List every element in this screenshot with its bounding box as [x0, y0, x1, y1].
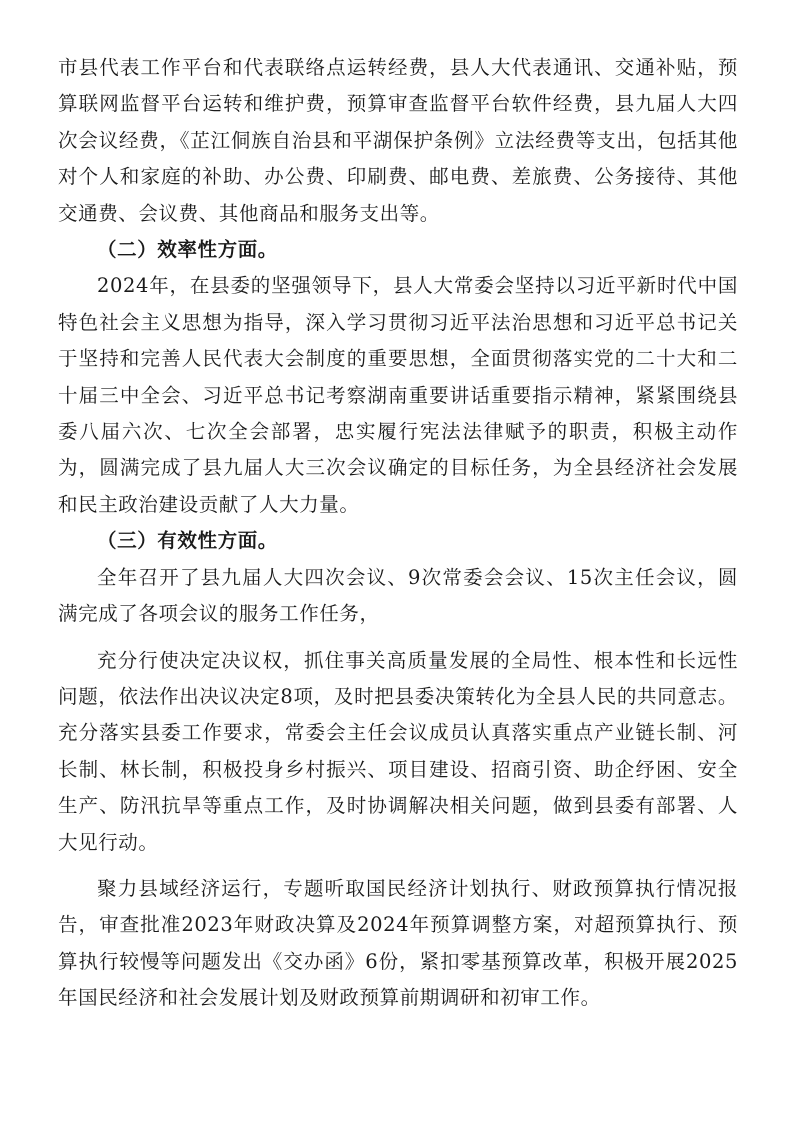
- paragraph-economy: 聚力县域经济运行，专题听取国民经济计划执行、财政预算执行情况报告，审查批准2023年财政决算及2024年预算调整方案，对超预算执行、预算执行较慢等问题发出《交办函》6份，紧扣零基预算改革，积极开展2025年国民经济和社会发展计划及财政预算前期调研和初审工作。: [58, 876, 738, 1010]
- heading-effectiveness: （三）有效性方面。: [97, 529, 278, 553]
- paragraph-decisions: 充分行使决定决议权，抓住事关高质量发展的全局性、根本性和长远性问题，依法作出决议决定8项，及时把县委决策转化为全县人民的共同意志。充分落实县委工作要求，常委会主任会议成员认真落实重点产业链长制、河长制、林长制，积极投身乡村振兴、项目建设、招商引资、助企纾困、安全生产、防汛抗旱等重点工作，及时协调解决相关问题，做到县委有部署、人大见行动。: [58, 648, 738, 854]
- paragraph-expenditure-items: 市县代表工作平台和代表联络点运转经费，县人大代表通讯、交通补贴，预算联网监督平台运转和维护费，预算审查监督平台软件经费，县九届人大四次会议经费，《芷江侗族自治县和平湖保护条例》立法经费等支出，包括其他对个人和家庭的补助、办公费、印刷费、邮电费、差旅费、公务接待、其他交通费、会议费、其他商品和服务支出等。: [58, 56, 738, 225]
- heading-efficiency: （二）效率性方面。: [97, 238, 278, 262]
- paragraph-meetings: 全年召开了县九届人大四次会议、9次常委会会议、15次主任会议，圆满完成了各项会议的服务工作任务，: [58, 565, 738, 626]
- paragraph-efficiency: 2024年，在县委的坚强领导下，县人大常委会坚持以习近平新时代中国特色社会主义思想为指导，深入学习贯彻习近平法治思想和习近平总书记关于坚持和完善人民代表大会制度的重要思想，全面贯彻落实党的二十大和二十届三中全会、习近平总书记考察湖南重要讲话重要指示精神，紧紧围绕县委八届六次、七次全会部署，忠实履行宪法法律赋予的职责，积极主动作为，圆满完成了县九届人大三次会议确定的目标任务，为全县经济社会发展和民主政治建设贡献了人大力量。: [58, 274, 738, 516]
- document-page: [58, 50, 738, 1017]
